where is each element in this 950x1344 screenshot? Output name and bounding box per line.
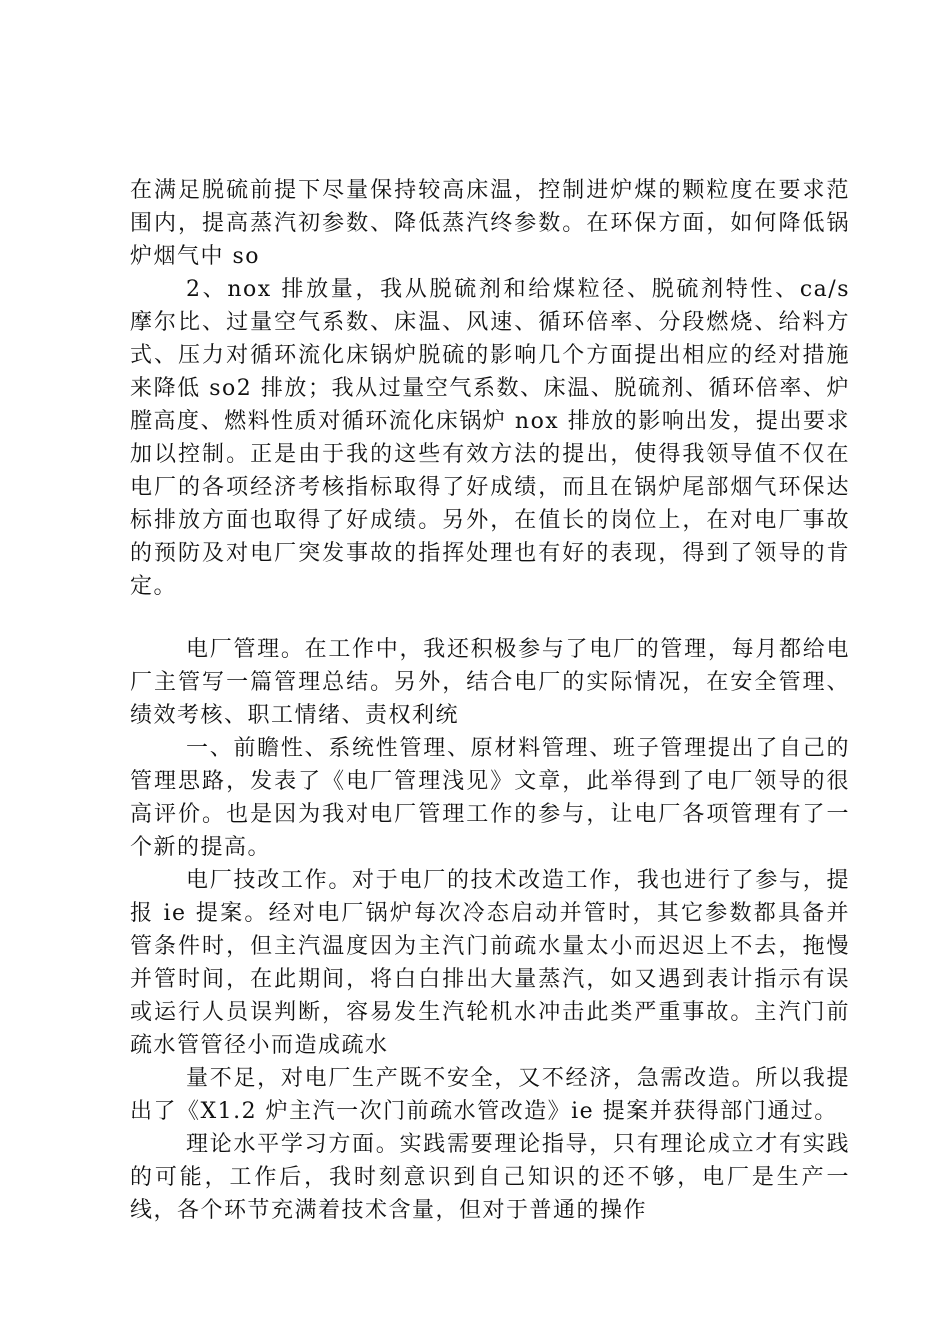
paragraph: 电厂管理。在工作中，我还积极参与了电厂的管理，每月都给电厂主管写一篇管理总结。另外，结合电厂的实际情况，在安全管理、绩效考核、职工情绪、责权利统 bbox=[130, 637, 850, 728]
paragraph: 理论水平学习方面。实践需要理论指导，只有理论成立才有实践的可能，工作后，我时刻意识到自己知识的还不够，电厂是生产一线，各个环节充满着技术含量，但对于普通的操作 bbox=[130, 1132, 850, 1223]
paragraph: 量不足，对电厂生产既不安全，又不经济，急需改造。所以我提出了《X1.2 炉主汽一次门前疏水管改造》ie 提案并获得部门通过。 bbox=[130, 1066, 850, 1124]
paragraph: 一、前瞻性、系统性管理、原材料管理、班子管理提出了自己的管理思路，发表了《电厂管理浅见》文章，此举得到了电厂领导的很高评价。也是因为我对电厂管理工作的参与，让电厂各项管理有了一个新的提高。 bbox=[130, 736, 850, 860]
paragraph: 在满足脱硫前提下尽量保持较高床温，控制进炉煤的颗粒度在要求范围内，提高蒸汽初参数、降低蒸汽终参数。在环保方面，如何降低锅炉烟气中 so bbox=[130, 178, 850, 269]
paragraph: 电厂技改工作。对于电厂的技术改造工作，我也进行了参与，提报 ie 提案。经对电厂锅炉每次冷态启动并管时，其它参数都具备并管条件时，但主汽温度因为主汽门前疏水量太小而迟迟上不去，拖慢并管时间，在此期间，将白白排出大量蒸汽，如又遇到表计指示有误或运行人员误判断，容易发生汽轮机水冲击此类严重事故。主汽门前疏水管管径小而造成疏水 bbox=[130, 868, 850, 1058]
document-body bbox=[130, 174, 850, 1227]
paragraph: 2、nox 排放量，我从脱硫剂和给煤粒径、脱硫剂特性、ca/s 摩尔比、过量空气系数、床温、风速、循环倍率、分段燃烧、给料方式、压力对循环流化床锅炉脱硫的影响几个方面提出相应的经对措施来降低 so2 排放；我从过量空气系数、床温、脱硫剂、循环倍率、炉膛高度、燃料性质对循环流化床锅炉 nox 排放的影响出发，提出要求加以控制。正是由于我的这些有效方法的提出，使得我领导值不仅在电厂的各项经济考核指标取得了好成绩，而且在锅炉尾部烟气环保达标排放方面也取得了好成绩。另外，在值长的岗位上，在对电厂事故的预防及对电厂突发事故的指挥处理也有好的表现，得到了领导的肯定。 bbox=[130, 277, 850, 599]
